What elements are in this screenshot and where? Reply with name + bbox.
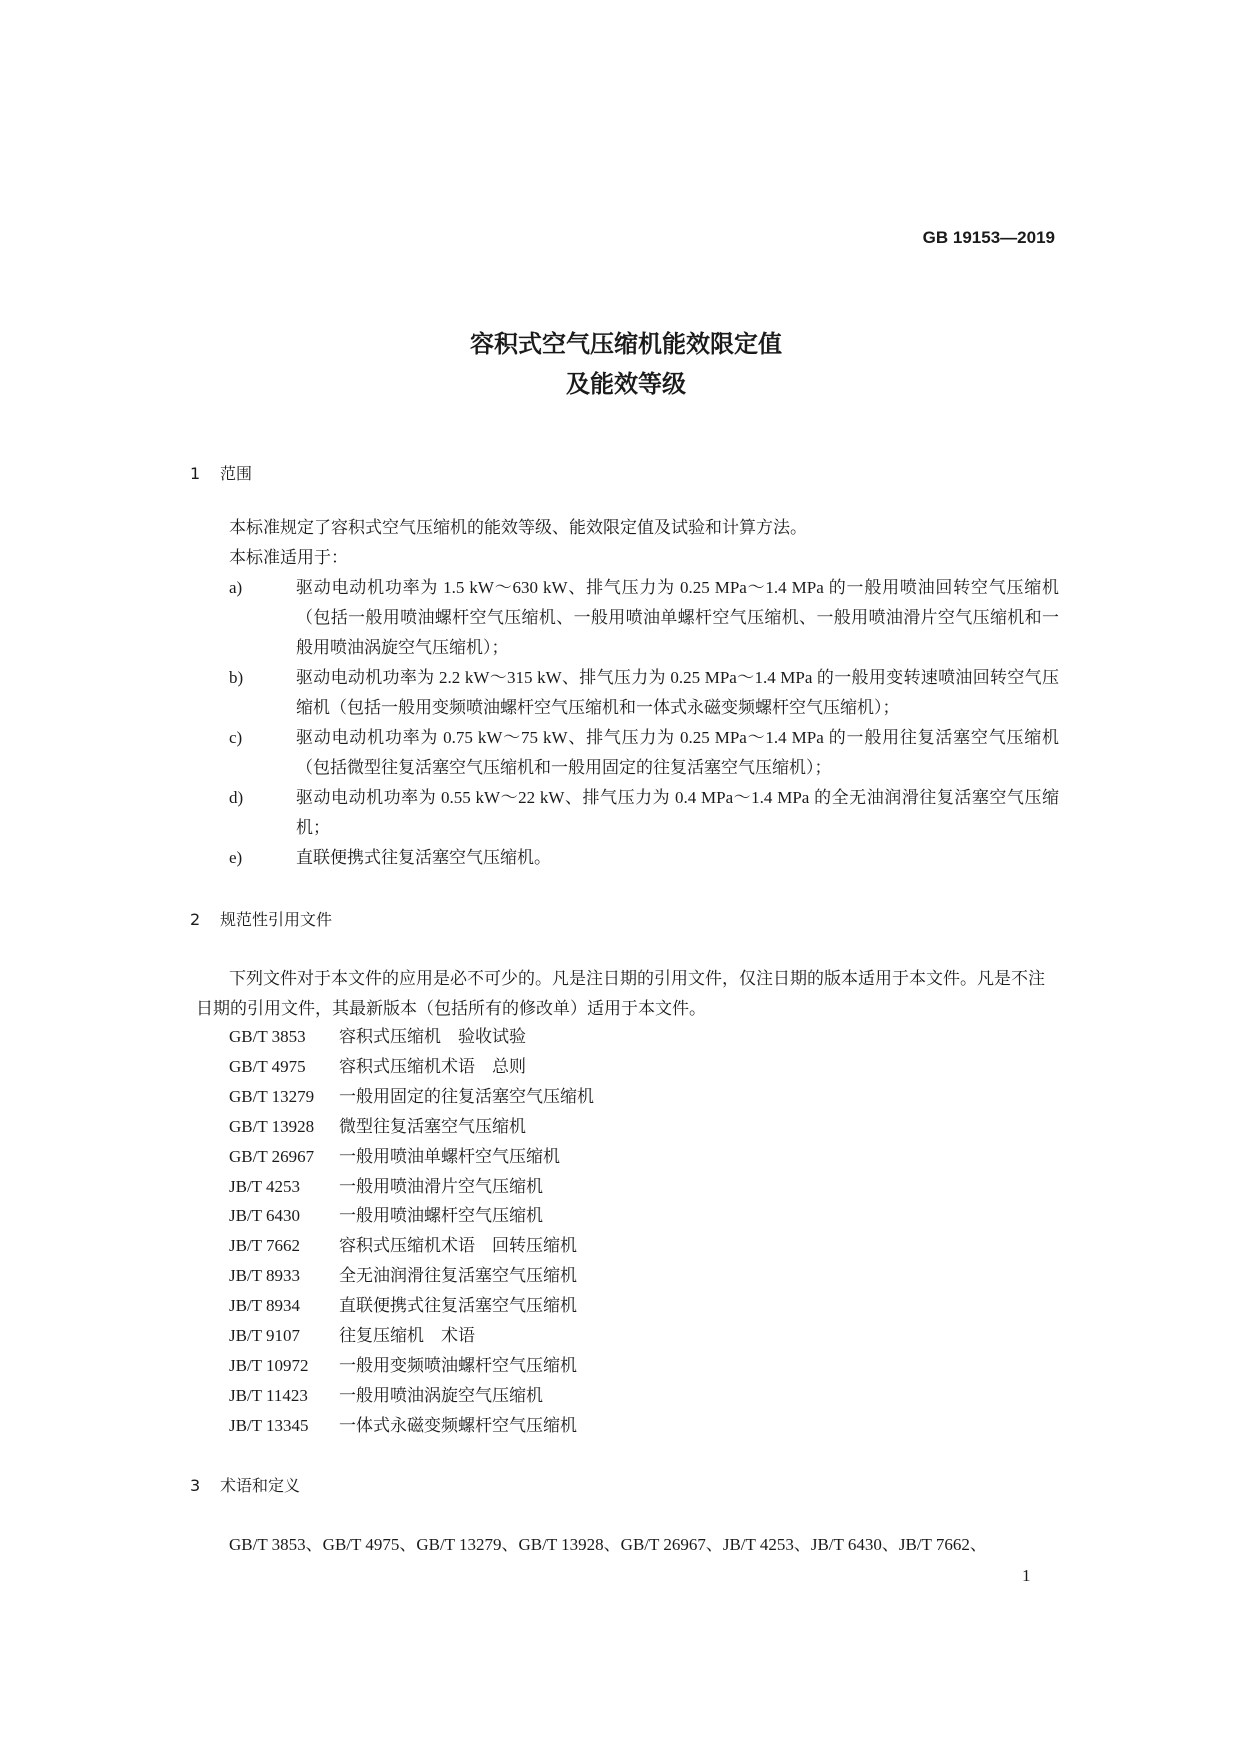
list-text: 驱动电动机功率为 1.5 kW～630 kW、排气压力为 0.25 MPa～1.4 MPa 的一般用喷油回转空气压缩机（包括一般用喷油螺杆空气压缩机、一般用喷油单螺杆空气压缩机、一般用喷油滑片空气压缩机和一般用喷油涡旋空气压缩机）；	[296, 578, 1059, 657]
reference-code: JB/T 10972	[229, 1355, 309, 1375]
section-number: 2	[190, 910, 201, 929]
reference-title: 容积式压缩机 验收试验	[339, 1027, 526, 1046]
section-number: 1	[190, 464, 201, 483]
reference-code: JB/T 8933	[229, 1266, 301, 1286]
list-item	[229, 783, 1059, 843]
reference-title: 直联便携式往复活塞空气压缩机	[339, 1296, 577, 1316]
reference-item	[229, 1112, 594, 1142]
reference-item	[229, 1411, 594, 1441]
section-2-heading	[190, 907, 332, 930]
section-1-body	[229, 513, 1059, 873]
reference-title: 微型往复活塞空气压缩机	[339, 1116, 526, 1136]
section-number: 3	[190, 1476, 201, 1495]
list-item	[229, 573, 1059, 663]
reference-title: 一般用喷油滑片空气压缩机	[339, 1176, 543, 1196]
list-text: 驱动电动机功率为 0.55 kW～22 kW、排气压力为 0.4 MPa～1.4 MPa 的全无油润滑往复活塞空气压缩机；	[296, 788, 1059, 837]
reference-item	[229, 1172, 594, 1202]
scope-paragraph: 本标准规定了容积式空气压缩机的能效等级、能效限定值及试验和计算方法。	[229, 518, 807, 537]
reference-title: 容积式压缩机术语 回转压缩机	[339, 1236, 577, 1256]
normative-references-paragraph: 下列文件对于本文件的应用是必不可少的。凡是注日期的引用文件，仅注日期的版本适用于本文件。凡是不注日期的引用文件，其最新版本（包括所有的修改单）适用于本文件。	[196, 969, 1045, 1018]
section-1-heading	[190, 461, 252, 484]
standard-number: GB 19153—2019	[922, 228, 1055, 247]
document-title-line2: 及能效等级	[566, 370, 686, 398]
document-title-line1: 容积式空气压缩机能效限定值	[470, 330, 782, 358]
reference-title: 往复压缩机 术语	[339, 1326, 475, 1346]
reference-code: JB/T 13345	[229, 1415, 309, 1435]
reference-item	[229, 1381, 594, 1411]
section-3-heading	[190, 1473, 300, 1496]
reference-code: JB/T 7662	[229, 1236, 301, 1256]
reference-item	[229, 1321, 594, 1351]
reference-code: JB/T 9107	[229, 1326, 301, 1346]
reference-item	[229, 1231, 594, 1261]
reference-item	[229, 1351, 594, 1381]
reference-title: 一般用喷油螺杆空气压缩机	[339, 1206, 543, 1226]
reference-item	[229, 1291, 594, 1321]
reference-code: GB/T 4975	[229, 1056, 306, 1076]
reference-item	[229, 1082, 594, 1112]
reference-code: GB/T 3853	[229, 1027, 306, 1046]
list-item	[229, 663, 1059, 723]
list-label: c)	[229, 728, 243, 747]
list-label: d)	[229, 788, 244, 807]
list-label: a)	[229, 578, 243, 597]
reference-code: GB/T 26967	[229, 1146, 315, 1166]
section-title: 范围	[220, 464, 253, 483]
reference-title: 一般用固定的往复活塞空气压缩机	[339, 1086, 594, 1106]
reference-title: 全无油润滑往复活塞空气压缩机	[339, 1266, 577, 1286]
reference-title: 一般用喷油单螺杆空气压缩机	[339, 1146, 560, 1166]
scope-applicability: 本标准适用于：	[229, 548, 348, 567]
reference-list	[229, 1022, 594, 1441]
section-title: 规范性引用文件	[220, 910, 333, 929]
reference-item	[229, 1022, 594, 1052]
page-number: 1	[1022, 1566, 1031, 1585]
list-item	[229, 843, 1059, 873]
reference-code: JB/T 4253	[229, 1176, 301, 1196]
reference-title: 一体式永磁变频螺杆空气压缩机	[339, 1415, 577, 1435]
list-label: b)	[229, 668, 244, 687]
list-label: e)	[229, 848, 243, 867]
reference-code: JB/T 6430	[229, 1206, 301, 1226]
reference-item	[229, 1142, 594, 1172]
reference-code: JB/T 11423	[229, 1385, 308, 1405]
reference-code: JB/T 8934	[229, 1296, 301, 1316]
section-title: 术语和定义	[220, 1476, 301, 1495]
reference-item	[229, 1201, 594, 1231]
list-text: 直联便携式往复活塞空气压缩机。	[296, 848, 551, 867]
reference-code: GB/T 13928	[229, 1116, 315, 1136]
list-text: 驱动电动机功率为 0.75 kW～75 kW、排气压力为 0.25 MPa～1.4 MPa 的一般用往复活塞空气压缩机（包括微型往复活塞空气压缩机和一般用固定的往复活塞空气压缩机）；	[296, 728, 1059, 777]
reference-item	[229, 1052, 594, 1082]
reference-title: 一般用变频喷油螺杆空气压缩机	[339, 1355, 577, 1375]
reference-title: 一般用喷油涡旋空气压缩机	[339, 1385, 543, 1405]
list-text: 驱动电动机功率为 2.2 kW～315 kW、排气压力为 0.25 MPa～1.4 MPa 的一般用变转速喷油回转空气压缩机（包括一般用变频喷油螺杆空气压缩机和一体式永磁变频螺杆空气压缩机）；	[296, 668, 1059, 717]
reference-code: GB/T 13279	[229, 1086, 315, 1106]
reference-item	[229, 1261, 594, 1291]
list-item	[229, 723, 1059, 783]
reference-title: 容积式压缩机术语 总则	[339, 1056, 526, 1076]
terms-paragraph: GB/T 3853、GB/T 4975、GB/T 13279、GB/T 13928、GB/T 26967、JB/T 4253、JB/T 6430、JB/T 7662、	[229, 1535, 987, 1554]
